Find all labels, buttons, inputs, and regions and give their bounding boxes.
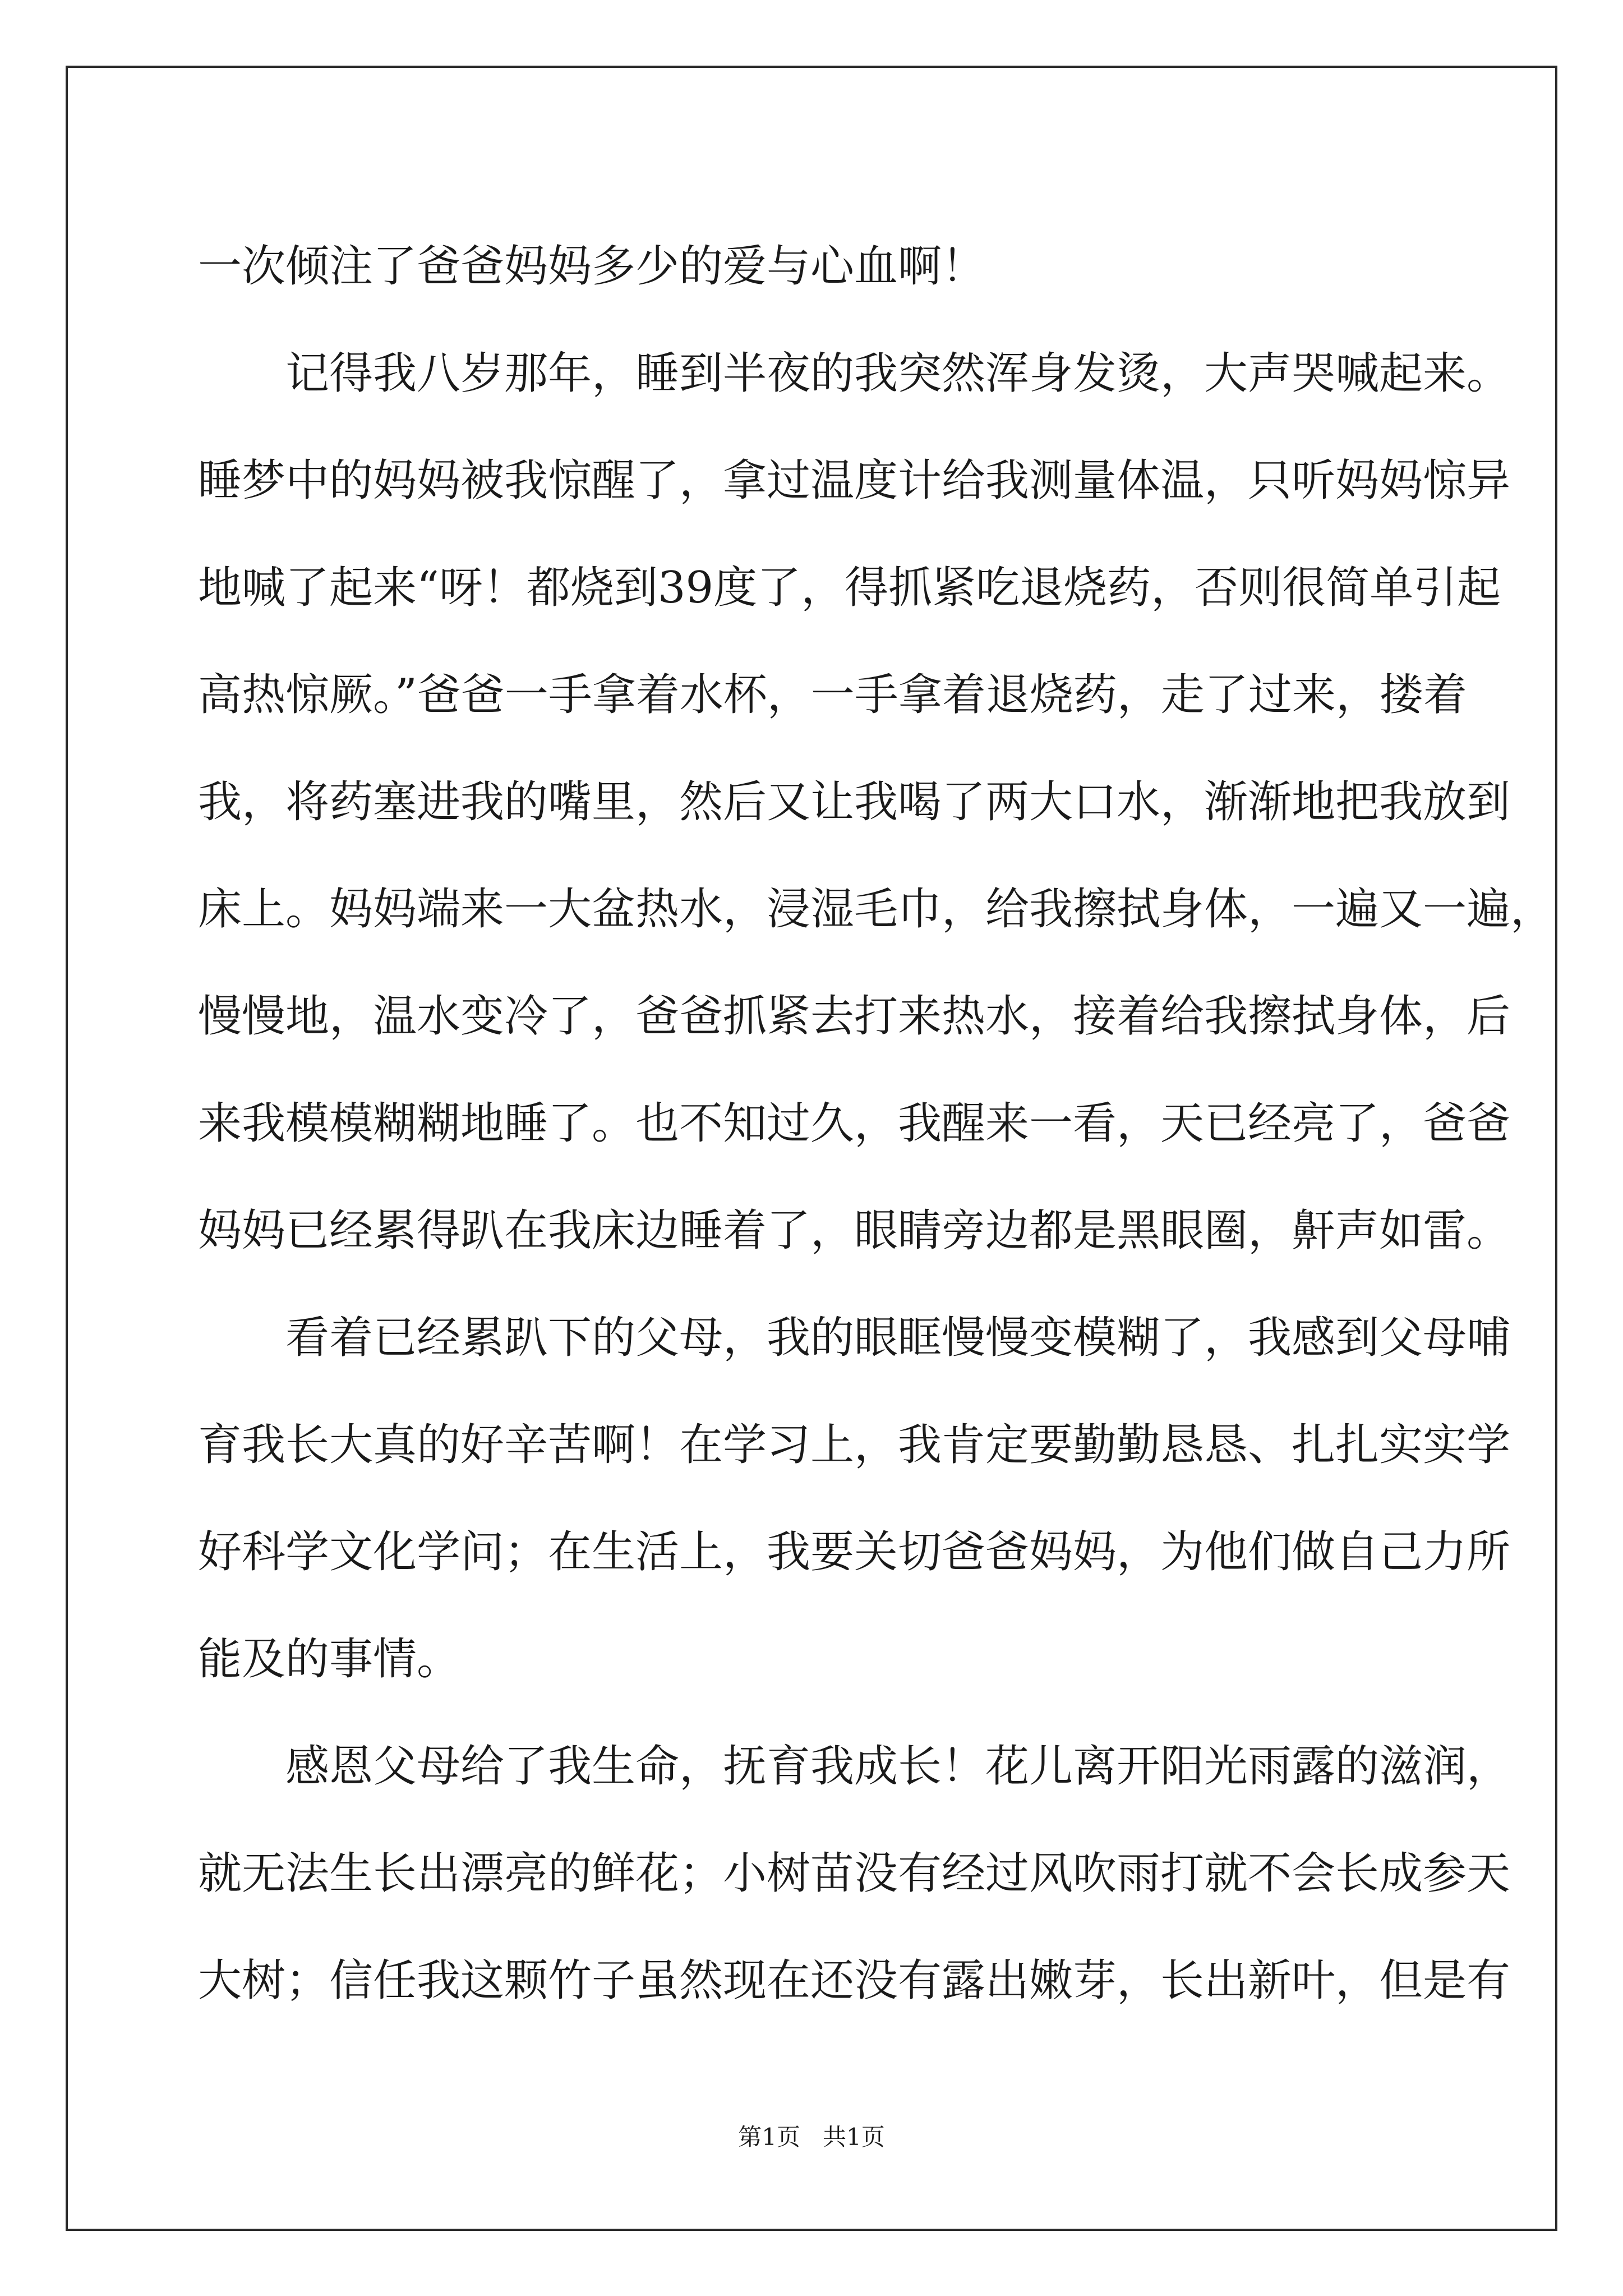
document-body bbox=[198, 213, 1555, 2035]
text-line: 我，将药塞进我的嘴里，然后又让我喝了两大口水，渐渐地把我放到 bbox=[198, 777, 1511, 827]
text-line: 感恩父母给了我生命，抚育我成长！花儿离开阳光雨露的滋润， bbox=[285, 1741, 1511, 1792]
text-line: 地喊了起来“呀！都烧到39度了，得抓紧吃退烧药，否则很简单引起 bbox=[198, 563, 1501, 613]
text-line: 大树；信任我这颗竹子虽然现在还没有露出嫩芽，长出新叶，但是有 bbox=[198, 1955, 1511, 2006]
text-line: 就无法生长出漂亮的鲜花；小树苗没有经过风吹雨打就不会长成参天 bbox=[198, 1848, 1511, 1899]
text-line: 一次倾注了爸爸妈妈多少的爱与心血啊！ bbox=[198, 241, 986, 292]
text-line: 来我模模糊糊地睡了。也不知过久，我醒来一看，天已经亮了，爸爸 bbox=[198, 1098, 1511, 1149]
text-line: 睡梦中的妈妈被我惊醒了，拿过温度计给我测量体温，只听妈妈惊异 bbox=[198, 455, 1511, 506]
text-line: 高热惊厥。”爸爸一手拿着水杯，一手拿着退烧药，走了过来，搂着 bbox=[198, 670, 1467, 720]
text-line: 育我长大真的好辛苦啊！在学习上，我肯定要勤勤恳恳、扎扎实实学 bbox=[198, 1420, 1511, 1470]
text-line: 记得我八岁那年，睡到半夜的我突然浑身发烫，大声哭喊起来。 bbox=[285, 348, 1511, 399]
text-line: 能及的事情。 bbox=[198, 1634, 461, 1685]
text-line: 妈妈已经累得趴在我床边睡着了，眼睛旁边都是黑眼圈，鼾声如雷。 bbox=[198, 1205, 1511, 1256]
text-line: 好科学文化学问；在生活上，我要关切爸爸妈妈，为他们做自己力所 bbox=[198, 1527, 1511, 1577]
page-total: 共1页 bbox=[823, 2123, 885, 2151]
text-line: 床上。妈妈端来一大盆热水，浸湿毛巾，给我擦拭身体，一遍又一遍， bbox=[198, 884, 1555, 935]
page-number: 第1页 bbox=[738, 2123, 800, 2151]
page-footer bbox=[0, 2120, 1623, 2154]
text-line: 看着已经累趴下的父母，我的眼眶慢慢变模糊了，我感到父母哺 bbox=[285, 1313, 1511, 1363]
text-line: 慢慢地，温水变冷了，爸爸抓紧去打来热水，接着给我擦拭身体，后 bbox=[198, 991, 1511, 1042]
